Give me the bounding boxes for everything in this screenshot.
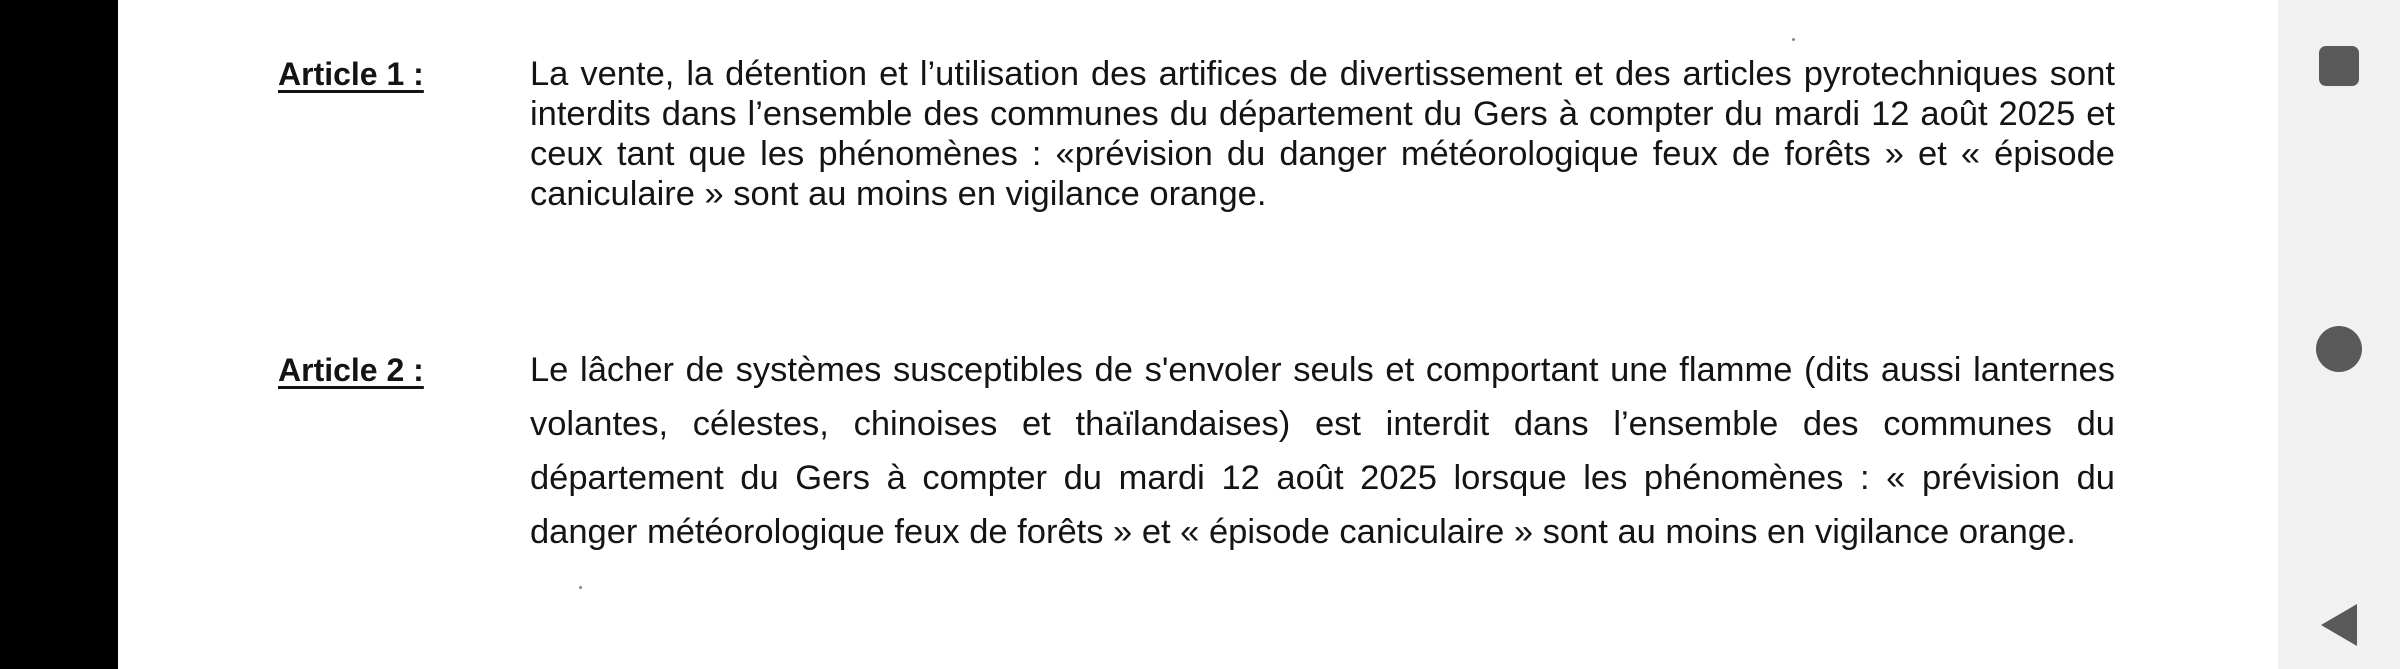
system-navigation-bar bbox=[2278, 0, 2400, 669]
article-1-text: La vente, la détention et l’utilisation des artifices de divertissement et des articles pyrotechniques sont interdits dans l’ensemble des communes du département du Gers à compter du mardi 12 août 2025 et ceux tant que les phénomènes : «prévision du danger météorologique feux de forêts » et « épisode caniculaire » sont au moins en vigilance orange. bbox=[530, 55, 2115, 213]
scan-speck bbox=[579, 586, 582, 589]
left-screen-bezel bbox=[0, 0, 118, 669]
square-recents-icon[interactable] bbox=[2319, 46, 2359, 86]
circle-home-icon[interactable] bbox=[2316, 326, 2362, 372]
article-2-text: Le lâcher de systèmes susceptibles de s'envoler seuls et comportant une flamme (dits aussi lanternes volantes, célestes, chinoises et thaïlandaises) est interdit dans l’ensemble des communes du département du Gers à compter du mardi 12 août 2025 lorsque les phénomènes : « prévision du danger météorologique feux de forêts » et « épisode caniculaire » sont au moins en vigilance orange. bbox=[530, 351, 2115, 551]
document-page[interactable] bbox=[118, 0, 2278, 669]
article-1-label: Article 1 : bbox=[278, 56, 424, 92]
triangle-back-icon[interactable] bbox=[2321, 604, 2357, 646]
scan-speck bbox=[1792, 38, 1795, 41]
article-2-label: Article 2 : bbox=[278, 352, 424, 388]
